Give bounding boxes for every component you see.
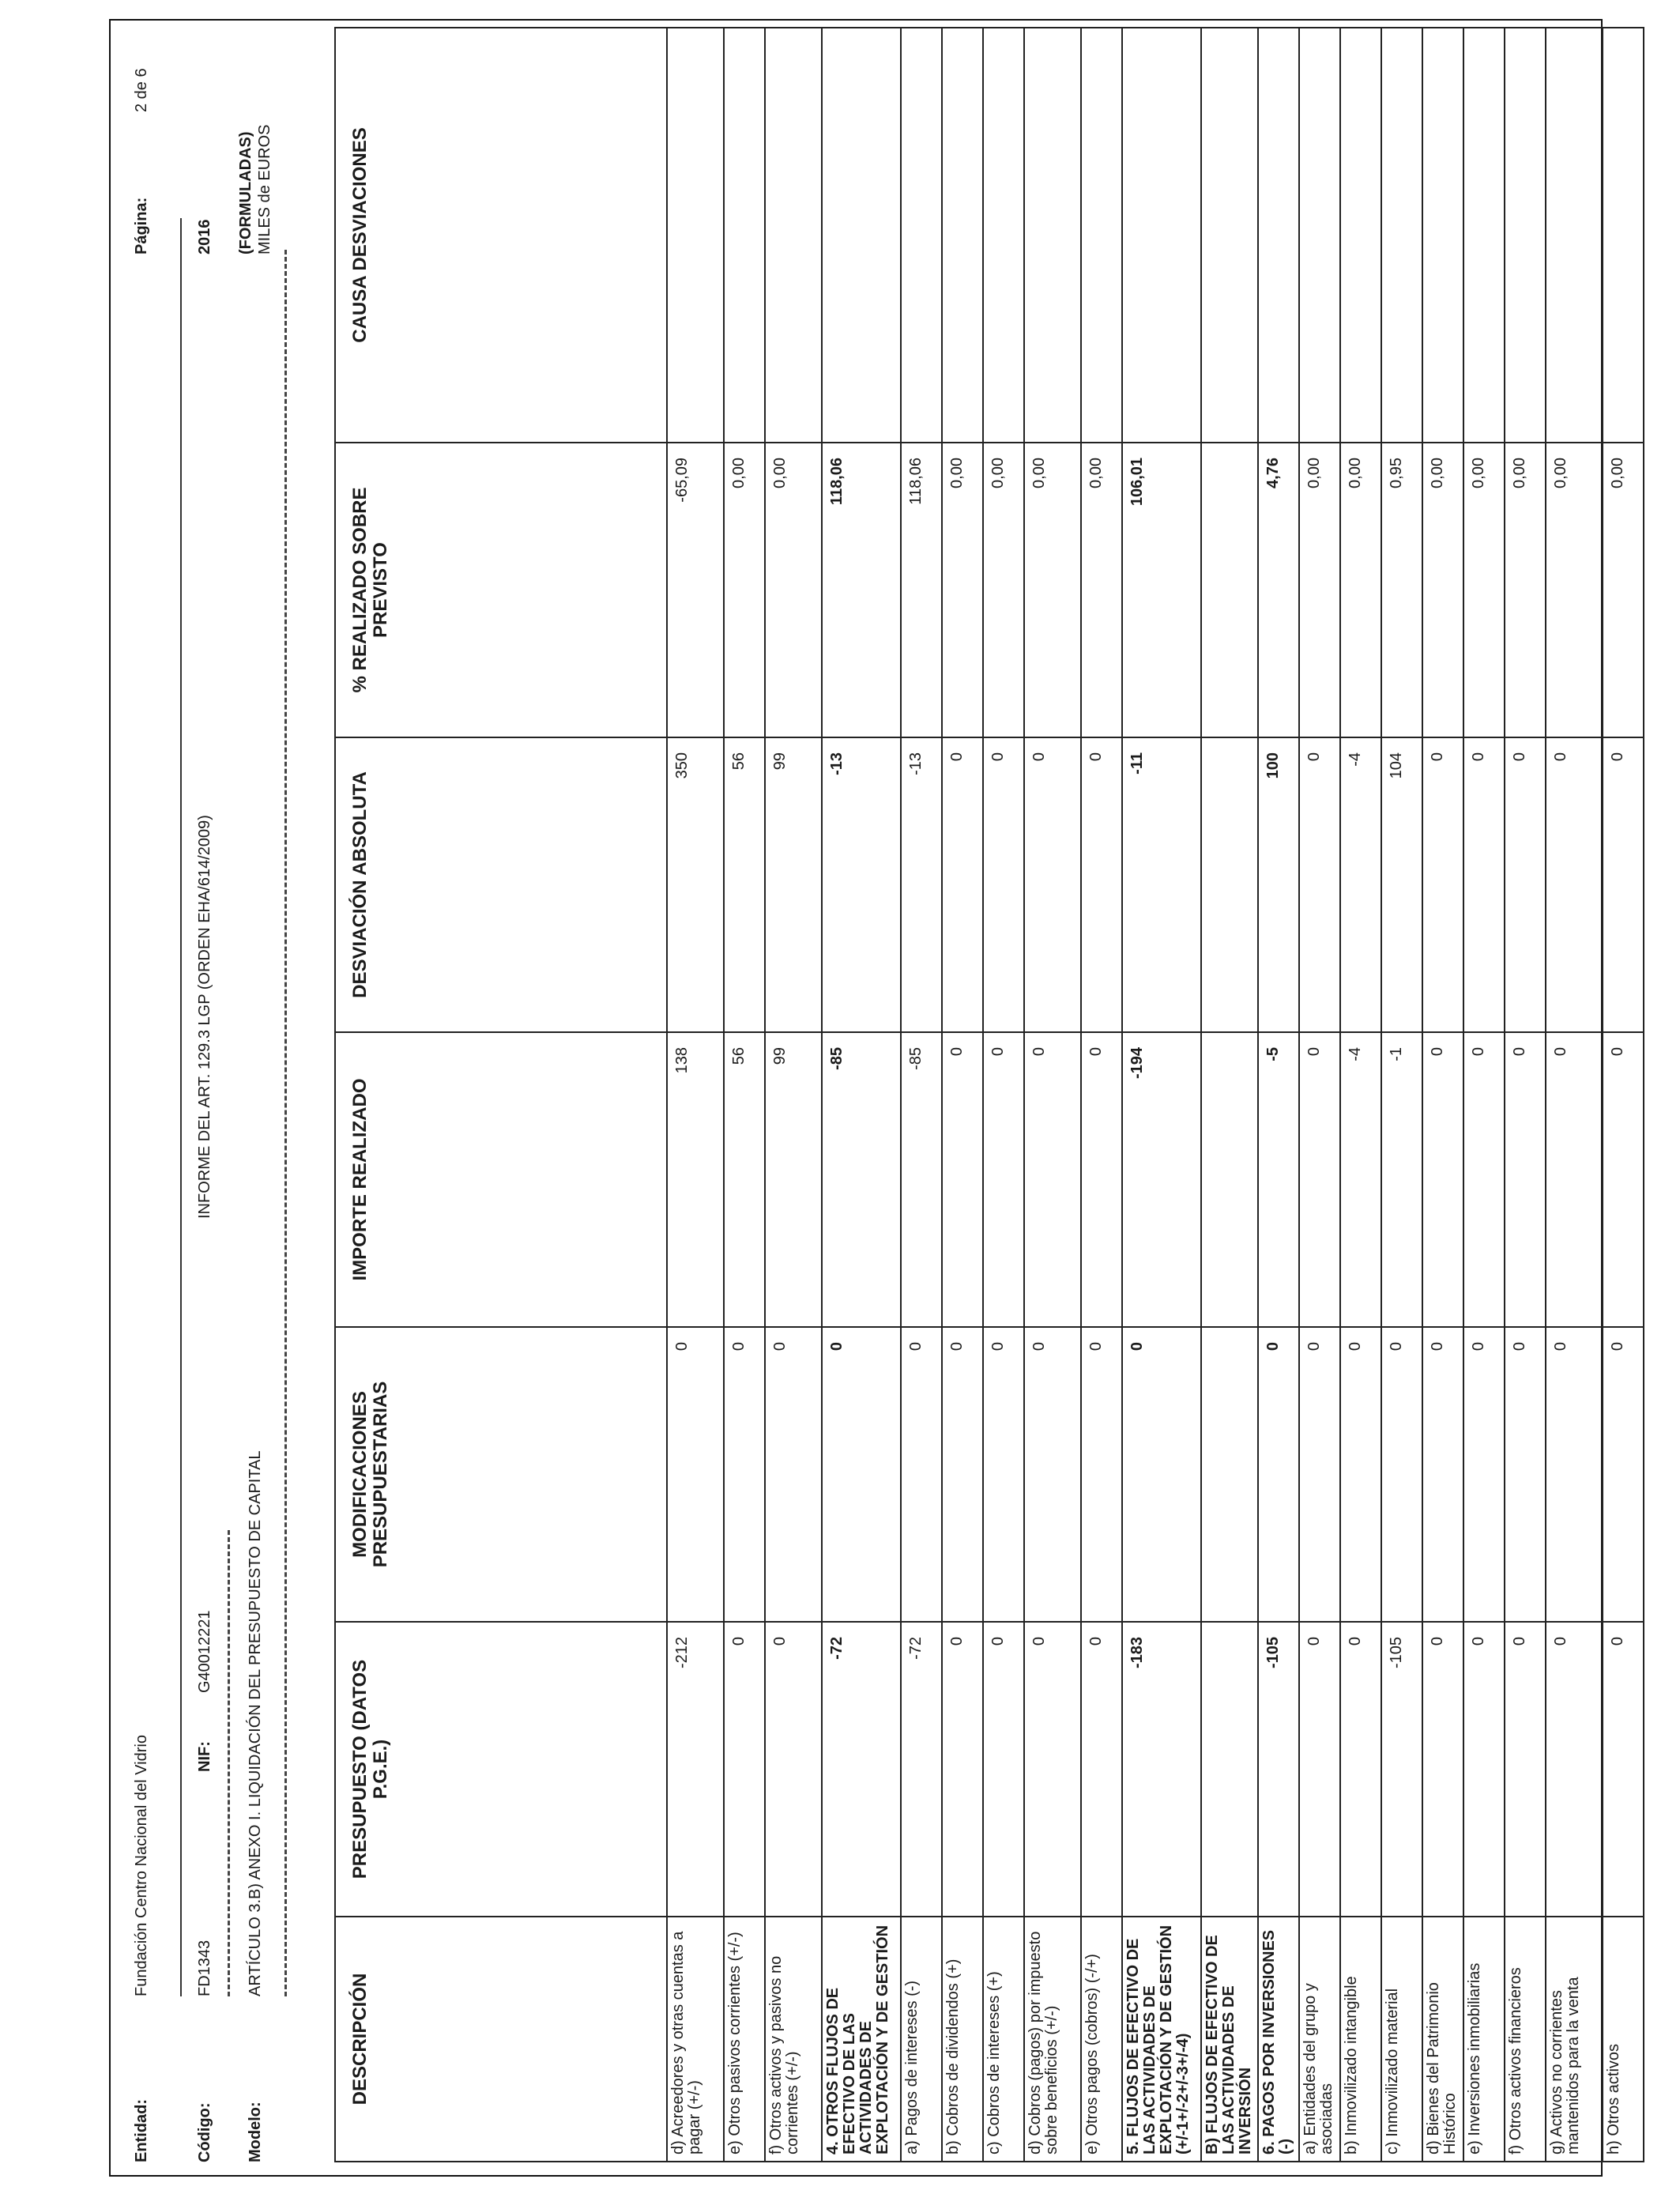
- causa-cell: [667, 28, 724, 443]
- realizado-cell: 0: [1463, 1032, 1505, 1327]
- presupuesto-cell: 0: [1603, 1622, 1644, 1917]
- descripcion-cell: c) Cobros de intereses (+): [983, 1917, 1024, 2162]
- descripcion-cell: 6. PAGOS POR INVERSIONES (-): [1258, 1917, 1299, 2162]
- descripcion-cell: f) Otros activos y pasivos no corrientes (+/-): [765, 1917, 822, 2162]
- descripcion-cell: f) Otros activos financieros: [1505, 1917, 1546, 2162]
- nif-value: G40012221: [196, 1610, 213, 1693]
- modificaciones-cell: 0: [901, 1327, 942, 1622]
- realizado-cell: 0: [1081, 1032, 1122, 1327]
- presupuesto-cell: 0: [1024, 1622, 1081, 1917]
- presupuesto-cell: -212: [667, 1622, 724, 1917]
- realizado-cell: -4: [1340, 1032, 1381, 1327]
- formuladas: (FORMULADAS): [237, 131, 254, 254]
- modificaciones-cell: 0: [1381, 1327, 1422, 1622]
- descripcion-cell: 4. OTROS FLUJOS DE EFECTIVO DE LAS ACTIVIDADES DE EXPLOTACIÓN Y DE GESTIÓN: [822, 1917, 901, 2162]
- porcentaje-cell: 0,95: [1381, 443, 1422, 737]
- porcentaje-cell: 106,01: [1122, 443, 1201, 737]
- modificaciones-cell: 0: [1603, 1327, 1644, 1622]
- desviacion-cell: [1201, 737, 1258, 1032]
- modificaciones-cell: 0: [822, 1327, 901, 1622]
- table-row: [942, 28, 983, 2162]
- descripcion-cell: a) Pagos de intereses (-): [901, 1917, 942, 2162]
- realizado-cell: -85: [901, 1032, 942, 1327]
- desviacion-cell: 104: [1381, 737, 1422, 1032]
- col-header-presupuesto: PRESUPUESTO (DATOS P.G.E.): [335, 1622, 667, 1917]
- table-row: [1340, 28, 1381, 2162]
- modificaciones-cell: 0: [1081, 1327, 1122, 1622]
- col-header-porcentaje-realizado: % REALIZADO SOBRE PREVISTO: [335, 443, 667, 737]
- modificaciones-cell: 0: [1422, 1327, 1463, 1622]
- presupuesto-cell: 0: [1463, 1622, 1505, 1917]
- dashed-rule-1: [228, 1530, 230, 1996]
- desviacion-cell: 350: [667, 737, 724, 1032]
- porcentaje-cell: 0,00: [765, 443, 822, 737]
- table-row: [1201, 28, 1258, 2162]
- porcentaje-cell: 0,00: [1024, 443, 1081, 737]
- descripcion-cell: 5. FLUJOS DE EFECTIVO DE LAS ACTIVIDADES DE EXPLOTACIÓN Y DE GESTIÓN (+/-1+/-2+/-3+/-4): [1122, 1917, 1201, 2162]
- descripcion-cell: g) Activos no corrientes mantenidos para la venta: [1546, 1917, 1603, 2162]
- descripcion-cell: e) Inversiones inmobiliarias: [1463, 1917, 1505, 2162]
- causa-cell: [1081, 28, 1122, 443]
- presupuesto-cell: 0: [724, 1622, 765, 1917]
- causa-cell: [942, 28, 983, 443]
- realizado-cell: 0: [1505, 1032, 1546, 1327]
- realizado-cell: -5: [1258, 1032, 1299, 1327]
- porcentaje-cell: -65,09: [667, 443, 724, 737]
- table-row: [822, 28, 901, 2162]
- codigo-label: Código:: [196, 2102, 213, 2162]
- table-row: [724, 28, 765, 2162]
- causa-cell: [1024, 28, 1081, 443]
- causa-cell: [1201, 28, 1258, 443]
- presupuesto-cell: 0: [765, 1622, 822, 1917]
- porcentaje-cell: 118,06: [901, 443, 942, 737]
- modificaciones-cell: 0: [1505, 1327, 1546, 1622]
- porcentaje-cell: 118,06: [822, 443, 901, 737]
- causa-cell: [1381, 28, 1422, 443]
- table-row: [1122, 28, 1201, 2162]
- porcentaje-cell: 0,00: [1463, 443, 1505, 737]
- desviacion-cell: 99: [765, 737, 822, 1032]
- presupuesto-cell: 0: [1422, 1622, 1463, 1917]
- causa-cell: [1603, 28, 1644, 443]
- descripcion-cell: b) Cobros de dividendos (+): [942, 1917, 983, 2162]
- table-body: [667, 28, 1644, 2162]
- table-row: [1463, 28, 1505, 2162]
- unidades: MILES de EUROS: [256, 124, 273, 254]
- modificaciones-cell: 0: [765, 1327, 822, 1622]
- modificaciones-cell: 0: [1546, 1327, 1603, 1622]
- causa-cell: [1463, 28, 1505, 443]
- table-row: [765, 28, 822, 2162]
- table-row: [1505, 28, 1546, 2162]
- col-header-importe-realizado: IMPORTE REALIZADO: [335, 1032, 667, 1327]
- realizado-cell: -194: [1122, 1032, 1201, 1327]
- realizado-cell: 0: [1546, 1032, 1603, 1327]
- porcentaje-cell: [1201, 443, 1258, 737]
- realizado-cell: 0: [1024, 1032, 1081, 1327]
- presupuesto-cell: -105: [1381, 1622, 1422, 1917]
- presupuesto-cell: 0: [1299, 1622, 1340, 1917]
- desviacion-cell: 0: [1463, 737, 1505, 1032]
- realizado-cell: 0: [983, 1032, 1024, 1327]
- entidad-value: Fundación Centro Nacional del Vidrio: [133, 1735, 150, 1996]
- porcentaje-cell: 0,00: [942, 443, 983, 737]
- presupuesto-cell: -72: [822, 1622, 901, 1917]
- descripcion-cell: e) Otros pasivos corrientes (+/-): [724, 1917, 765, 2162]
- porcentaje-cell: 0,00: [1422, 443, 1463, 737]
- dashed-rule-2: [284, 250, 287, 1996]
- causa-cell: [822, 28, 901, 443]
- modelo-label: Modelo:: [247, 2102, 264, 2162]
- descripcion-cell: a) Entidades del grupo y asociadas: [1299, 1917, 1340, 2162]
- rotated-document: [111, 21, 1626, 2175]
- realizado-cell: 0: [1299, 1032, 1340, 1327]
- causa-cell: [1340, 28, 1381, 443]
- descripcion-cell: b) Inmovilizado intangible: [1340, 1917, 1381, 2162]
- presupuesto-cell: 0: [1340, 1622, 1381, 1917]
- desviacion-cell: 0: [1422, 737, 1463, 1032]
- year: 2016: [196, 219, 213, 254]
- realizado-cell: 0: [942, 1032, 983, 1327]
- realizado-cell: [1201, 1032, 1258, 1327]
- descripcion-cell: B) FLUJOS DE EFECTIVO DE LAS ACTIVIDADES DE INVERSIÓN: [1201, 1917, 1258, 2162]
- col-header-modificaciones: MODIFICACIONES PRESUPUESTARIAS: [335, 1327, 667, 1622]
- pagina-label: Página:: [133, 197, 150, 254]
- desviacion-cell: -4: [1340, 737, 1381, 1032]
- desviacion-cell: 100: [1258, 737, 1299, 1032]
- table-row: [1546, 28, 1603, 2162]
- causa-cell: [724, 28, 765, 443]
- modificaciones-cell: 0: [1340, 1327, 1381, 1622]
- descripcion-cell: d) Acreedores y otras cuentas a pagar (+/-): [667, 1917, 724, 2162]
- causa-cell: [1422, 28, 1463, 443]
- desviacion-cell: 0: [1024, 737, 1081, 1032]
- porcentaje-cell: 0,00: [1340, 443, 1381, 737]
- table-row: [1381, 28, 1422, 2162]
- modificaciones-cell: 0: [1299, 1327, 1340, 1622]
- porcentaje-cell: 0,00: [1081, 443, 1122, 737]
- desviacion-cell: 0: [1603, 737, 1644, 1032]
- realizado-cell: 0: [1422, 1032, 1463, 1327]
- desviacion-cell: 0: [942, 737, 983, 1032]
- porcentaje-cell: 0,00: [1603, 443, 1644, 737]
- causa-cell: [901, 28, 942, 443]
- table-row: [1081, 28, 1122, 2162]
- porcentaje-cell: 0,00: [724, 443, 765, 737]
- desviacion-cell: 56: [724, 737, 765, 1032]
- col-header-descripcion: DESCRIPCIÓN: [335, 1917, 667, 2162]
- descripcion-cell: c) Inmovilizado material: [1381, 1917, 1422, 2162]
- modificaciones-cell: 0: [1463, 1327, 1505, 1622]
- descripcion-cell: e) Otros pagos (cobros) (-/+): [1081, 1917, 1122, 2162]
- realizado-cell: -1: [1381, 1032, 1422, 1327]
- presupuesto-cell: -105: [1258, 1622, 1299, 1917]
- presupuesto-cell: 0: [983, 1622, 1024, 1917]
- porcentaje-cell: 4,76: [1258, 443, 1299, 737]
- presupuesto-cell: -72: [901, 1622, 942, 1917]
- table-row: [1258, 28, 1299, 2162]
- presupuesto-cell: [1201, 1622, 1258, 1917]
- desviacion-cell: 0: [1299, 737, 1340, 1032]
- causa-cell: [1299, 28, 1340, 443]
- desviacion-cell: -13: [822, 737, 901, 1032]
- informe-text: INFORME DEL ART. 129.3 LGP (ORDEN EHA/614/2009): [196, 815, 213, 1219]
- realizado-cell: 0: [1603, 1032, 1644, 1327]
- header-rule: [180, 218, 182, 1996]
- desviacion-cell: -13: [901, 737, 942, 1032]
- nif-label: NIF:: [196, 1741, 213, 1772]
- causa-cell: [1505, 28, 1546, 443]
- modificaciones-cell: 0: [1122, 1327, 1201, 1622]
- table-row: [901, 28, 942, 2162]
- desviacion-cell: 0: [1505, 737, 1546, 1032]
- modificaciones-cell: 0: [1024, 1327, 1081, 1622]
- realizado-cell: 56: [724, 1032, 765, 1327]
- presupuesto-cell: -183: [1122, 1622, 1201, 1917]
- modificaciones-cell: 0: [1258, 1327, 1299, 1622]
- entidad-label: Entidad:: [133, 2099, 150, 2162]
- realizado-cell: 138: [667, 1032, 724, 1327]
- modificaciones-cell: 0: [667, 1327, 724, 1622]
- modelo-value: ARTÍCULO 3.B) ANEXO I. LIQUIDACIÓN DEL PRESUPUESTO DE CAPITAL: [247, 1450, 264, 1996]
- causa-cell: [983, 28, 1024, 443]
- porcentaje-cell: 0,00: [1546, 443, 1603, 737]
- table-row: [667, 28, 724, 2162]
- modificaciones-cell: 0: [983, 1327, 1024, 1622]
- table-row: [1299, 28, 1340, 2162]
- porcentaje-cell: 0,00: [1505, 443, 1546, 737]
- table-row: [1603, 28, 1644, 2162]
- causa-cell: [765, 28, 822, 443]
- table-row: [1422, 28, 1463, 2162]
- causa-cell: [1258, 28, 1299, 443]
- desviacion-cell: -11: [1122, 737, 1201, 1032]
- porcentaje-cell: 0,00: [983, 443, 1024, 737]
- causa-cell: [1122, 28, 1201, 443]
- descripcion-cell: h) Otros activos: [1603, 1917, 1644, 2162]
- budget-table: [334, 27, 1644, 2162]
- presupuesto-cell: 0: [1505, 1622, 1546, 1917]
- presupuesto-cell: 0: [942, 1622, 983, 1917]
- desviacion-cell: 0: [983, 737, 1024, 1032]
- table-row: [1024, 28, 1081, 2162]
- realizado-cell: -85: [822, 1032, 901, 1327]
- desviacion-cell: 0: [1081, 737, 1122, 1032]
- realizado-cell: 99: [765, 1032, 822, 1327]
- modificaciones-cell: 0: [724, 1327, 765, 1622]
- col-header-causa-desviaciones: CAUSA DESVIACIONES: [335, 28, 667, 443]
- codigo-value: FD1343: [196, 1940, 213, 1996]
- modificaciones-cell: [1201, 1327, 1258, 1622]
- col-header-desviacion-absoluta: DESVIACIÓN ABSOLUTA: [335, 737, 667, 1032]
- desviacion-cell: 0: [1546, 737, 1603, 1032]
- presupuesto-cell: 0: [1081, 1622, 1122, 1917]
- descripcion-cell: d) Bienes del Patrimonio Histórico: [1422, 1917, 1463, 2162]
- modificaciones-cell: 0: [942, 1327, 983, 1622]
- descripcion-cell: d) Cobros (pagos) por impuesto sobre beneficios (+/-): [1024, 1917, 1081, 2162]
- table-row: [983, 28, 1024, 2162]
- pagina-value: 2 de 6: [133, 68, 150, 112]
- presupuesto-cell: 0: [1546, 1622, 1603, 1917]
- porcentaje-cell: 0,00: [1299, 443, 1340, 737]
- causa-cell: [1546, 28, 1603, 443]
